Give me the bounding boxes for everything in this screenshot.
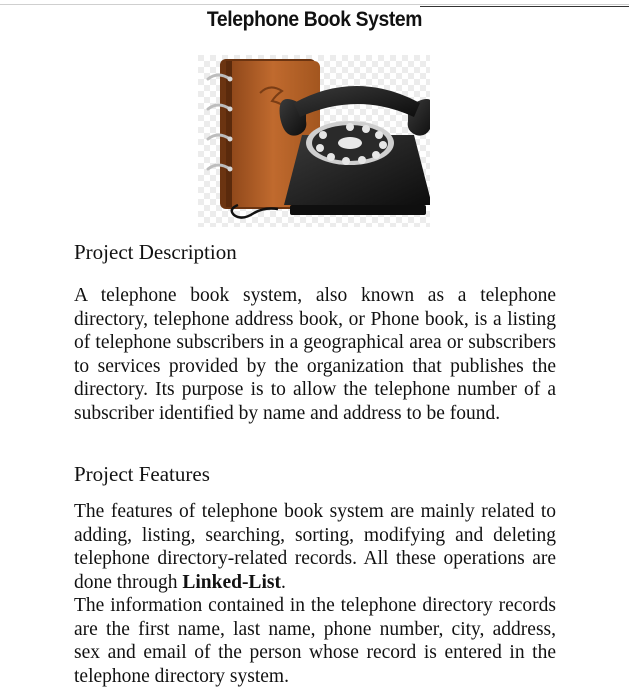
records-paragraph: The information contained in the telephone directory records are the first name, last name, phone number, city, address, sex and email of the person whose record is entered in the telephone directory system. xyxy=(74,595,556,687)
section-heading-description: Project Description xyxy=(74,240,237,264)
top-rule xyxy=(0,4,629,5)
features-paragraph xyxy=(74,500,556,594)
top-rule-accent xyxy=(420,6,629,7)
description-paragraph: A telephone book system, also known as a telephone directory, telephone address book, or Phone book, is a listing of telephone subscribers in a geographical area or subscribers to services provided by the organization that publishes the directory. Its purpose is to allow the telephone number of a subscriber identified by name and address to be found. xyxy=(74,285,556,424)
linked-list-term: Linked-List xyxy=(182,571,281,593)
document-title: Telephone Book System xyxy=(206,8,423,31)
section-heading-features: Project Features xyxy=(74,462,210,486)
features-paragraph-tail: . xyxy=(280,571,286,593)
features-paragraph-lead: The features of telephone book system are mainly related to adding, listing, searching, sorting, modifying and deleting telephone directory-related records. All these operations are done through xyxy=(74,501,556,593)
telephone-book-illustration xyxy=(198,55,430,227)
